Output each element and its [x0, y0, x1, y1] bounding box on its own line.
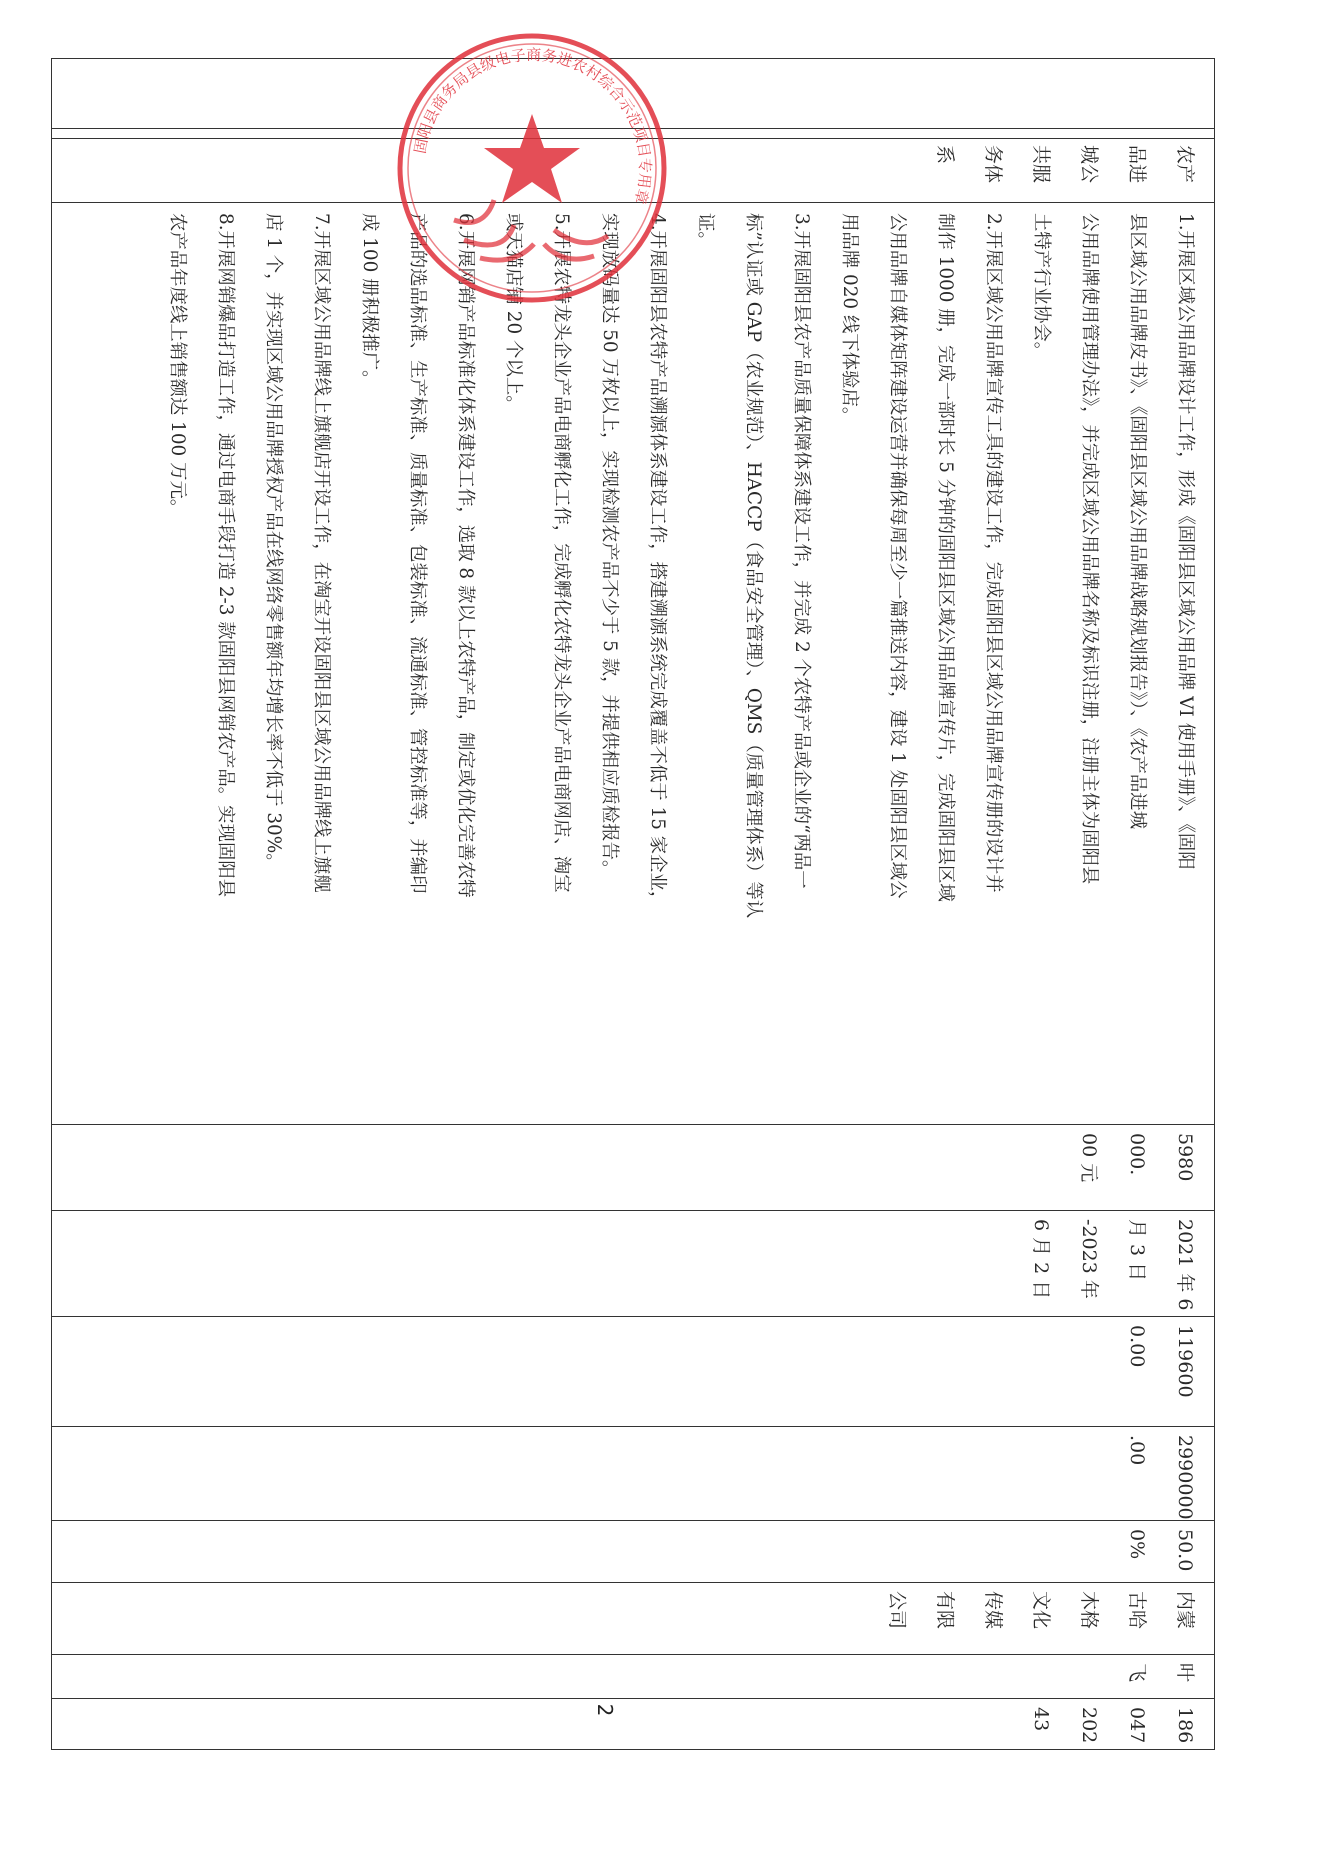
company-line: 有限 [934, 1591, 956, 1630]
company-cell [867, 1583, 1215, 1654]
content-line: 或天猫店铺 20 个以上。 [503, 213, 524, 414]
content-line: 公用品牌使用管理办法》，并完成区域公用品牌名称及标识注册，注册主体为固阳县 [1079, 213, 1100, 885]
project-name-line: 城公 [1078, 145, 1100, 184]
col-phone-line: 047 [1126, 1707, 1148, 1744]
col-phone-line: 186 [1174, 1707, 1196, 1744]
project-name-line: 品进 [1126, 145, 1148, 184]
col-ratio [51, 1520, 1215, 1582]
period-line: -2023 年 [1078, 1219, 1100, 1299]
col-phone-line: 43 [1030, 1707, 1052, 1732]
amount-line: 000. [1126, 1133, 1148, 1176]
amount2-line: 0.00 [1126, 1325, 1148, 1368]
seal-outer-text: 固阳县商务局县级电子商务进农村综合示范项目专用章 [410, 45, 655, 206]
col-phone [51, 1698, 1215, 1750]
content-line: 土特产行业协会。 [1031, 213, 1052, 361]
content-line: 实现放码量达 50 万枚以上，实现检测农产品不少于 5 款，并提供相应质检报告。 [599, 213, 620, 879]
ratio-cell [1107, 1521, 1215, 1582]
amount3-cell [1107, 1427, 1215, 1520]
project-name-line: 共服 [1030, 145, 1052, 184]
amount-line: 00 元 [1078, 1133, 1100, 1183]
col-contact-name [51, 1654, 1215, 1698]
content-line: 7.开展区域公用品牌线上旗舰店开设工作，在淘宝开设固阳县区域公用品牌线上旗舰 [311, 213, 332, 893]
ratio-line: 50.0 [1174, 1529, 1196, 1572]
amount-line: 5980 [1174, 1133, 1196, 1182]
content-line: 2.开展区域公用品牌宣传工具的建设工作，完成固阳县区域公用品牌宣传册的设计并 [983, 213, 1004, 893]
company-line: 木格 [1078, 1591, 1100, 1630]
amount-cell [1059, 1125, 1215, 1210]
period-line: 2021 年 6 [1174, 1219, 1196, 1311]
col-period [51, 1210, 1215, 1316]
content-cell [147, 203, 1215, 1124]
project-name-line: 农产 [1174, 145, 1196, 184]
content-line: 制作 1000 册，完成一部时长 5 分钟的固阳县区域公用品牌宣传片，完成固阳县区域 [935, 213, 956, 902]
amount2-cell [1107, 1317, 1215, 1426]
col-amount [51, 1124, 1215, 1210]
period-line: 6 月 2 日 [1030, 1219, 1052, 1300]
content-line: 产品的选品标准、生产标准、质量标准、包装标准、流通标准、管控标准等，并编印 [407, 213, 428, 894]
col-contact-name-line: 叶 [1174, 1663, 1196, 1683]
col-phone-cell [1011, 1699, 1215, 1750]
col-amount-3 [51, 1426, 1215, 1520]
content-line: 用品牌 020 线下体验店。 [839, 213, 860, 426]
company-line: 文化 [1030, 1591, 1052, 1630]
content-line: 1.开展区域公用品牌设计工作，形成《固阳县区域公用品牌 VI 使用手册》、《固阳 [1175, 213, 1196, 870]
content-line: 成 100 册积极推广。 [359, 213, 380, 389]
col-company [51, 1582, 1215, 1654]
content-line: 农产品年度线上销售额达 100 万元。 [167, 213, 188, 518]
content-line: 证。 [695, 213, 716, 250]
period-cell [1011, 1211, 1215, 1316]
col-phone-line: 202 [1078, 1707, 1100, 1744]
contact-phone-region [51, 58, 1215, 178]
project-name-line: 务体 [982, 145, 1004, 184]
period-line: 月 3 日 [1126, 1219, 1148, 1282]
content-line: 公用品牌自媒体矩阵建设运营并确保每周至少一篇推送内容，建设 1 处固阳县区域公 [887, 213, 908, 899]
amount3-line: .00 [1126, 1435, 1148, 1466]
content-line: 5.开展农特龙头企业产品电商孵化工作，完成孵化农特龙头企业产品电商网店、淘宝 [551, 213, 572, 893]
content-line: 店 1 个，并实现区域公用品牌授权产品在线网络零售额年均增长率不低于 30%。 [263, 213, 284, 872]
company-line: 内蒙 [1174, 1591, 1196, 1630]
ratio-line: 0% [1126, 1529, 1148, 1560]
col-contact-name-cell [1107, 1655, 1215, 1698]
company-line: 古哈 [1126, 1591, 1148, 1630]
rotated-table [51, 58, 1215, 1750]
page-number: 2 [593, 1703, 617, 1717]
col-contact-name-line: 飞 [1126, 1663, 1148, 1683]
amount2-line: 119600 [1174, 1325, 1196, 1398]
project-name-line: 系 [934, 145, 956, 165]
amount3-line: 2990000 [1174, 1435, 1196, 1520]
content-line: 8.开展网销爆品打造工作，通过电商手段打造 2-3 款固阳县网销农产品。实现固阳县 [215, 213, 236, 898]
col-content [51, 202, 1215, 1124]
content-line: 标”认证或 GAP（农业规范）、HACCP（食品安全管理）、QMS（质量管理体系）等认 [743, 213, 764, 919]
company-line: 公司 [886, 1591, 908, 1630]
content-line: 3.开展固阳县农产品质量保障体系建设工作，并完成 2 个农特产品或企业的“两品一 [791, 213, 812, 889]
content-line: 6.开展网销产品标准化体系建设工作，选取 8 款以上农特产品，制定或优化完善农特 [455, 213, 476, 898]
company-line: 传媒 [982, 1591, 1004, 1630]
col-amount-2 [51, 1316, 1215, 1426]
content-line: 4.开展固阳县农特产品溯源体系建设工作，搭建溯源系统完成覆盖不低于 15 家企业， [647, 213, 668, 910]
content-line: 县区域公用品牌皮书》、《固阳县区域公用品牌战略规划报告》）、《农产品进城 [1127, 213, 1148, 830]
